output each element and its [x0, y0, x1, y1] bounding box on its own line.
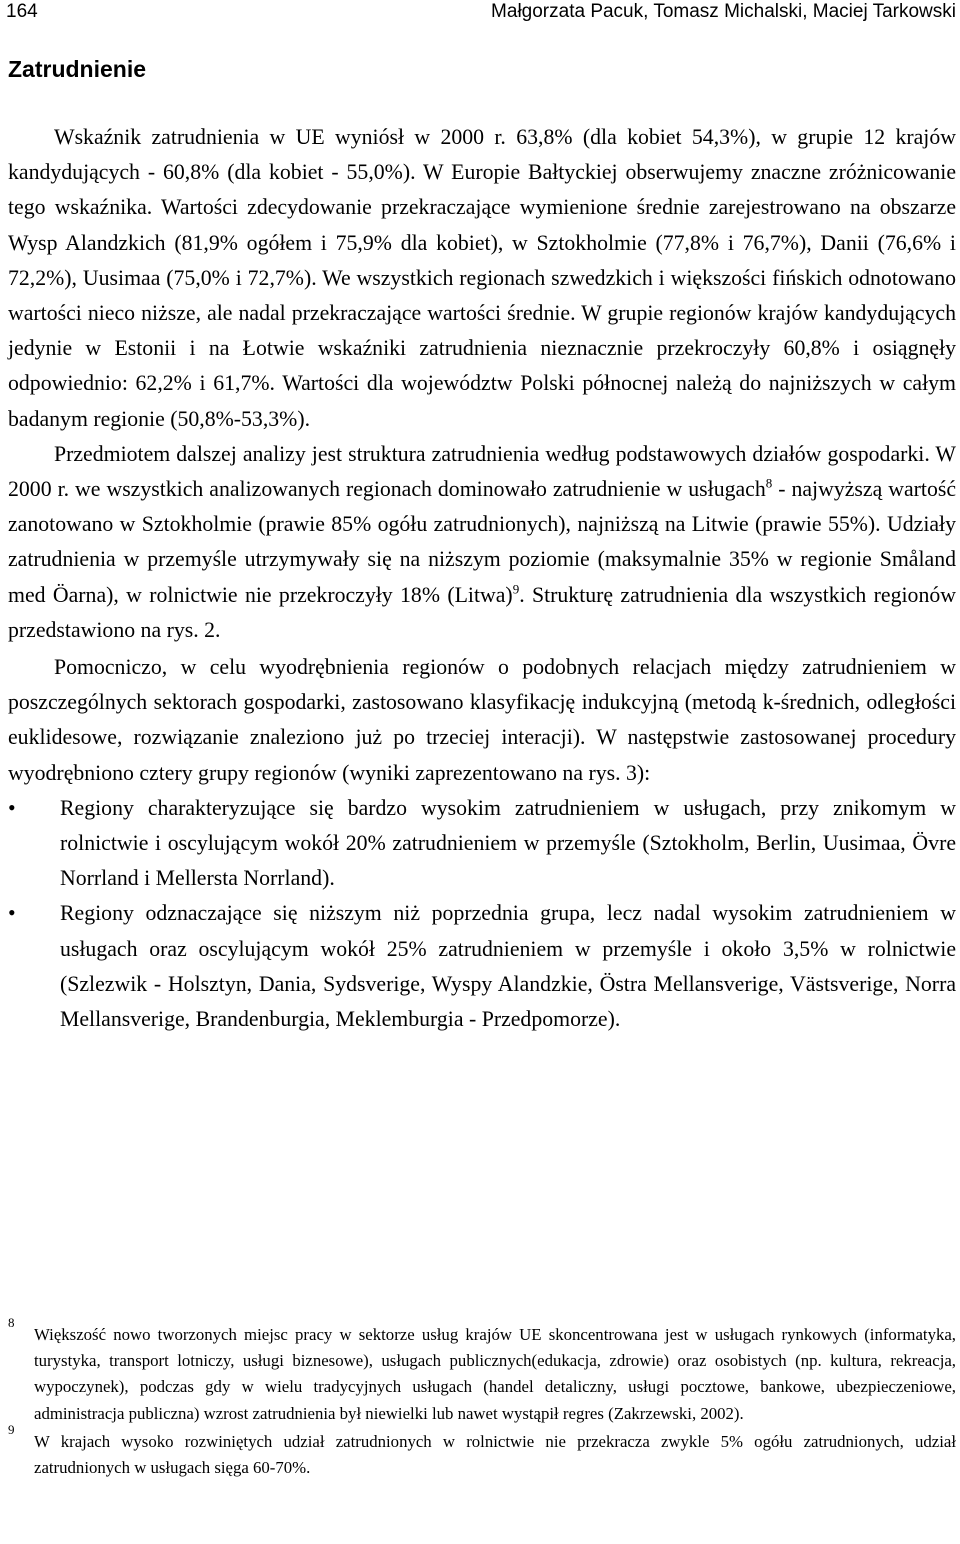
paragraph-classification: Pomocniczo, w celu wyodrębnienia regionów o podobnych relacjach między zatrudnieniem w poszczególnych sektorach gospodarki, zastosowano klasyfikację indukcyjną (metodą k-średnich, odległości euklidesowe, rozwiązanie znaleziono już po trzeciej interacji). W następstwie zastosowanej procedury wyodrębniono cztery grupy regionów (wyniki zaprezentowano na rys. 3):	[8, 655, 956, 785]
footnote-9	[8, 1421, 956, 1481]
footnote-number: 8	[8, 1315, 15, 1330]
region-groups-list	[8, 791, 956, 1037]
footnote-text: W krajach wysoko rozwiniętych udział zatrudnionych w rolnictwie nie przekracza zwykle 5% ogółu zatrudnionych, udział zatrudnionych w usługach sięga 60-70%.	[34, 1431, 956, 1478]
paragraph-employment-structure	[8, 437, 956, 648]
running-head-authors: Małgorzata Pacuk, Tomasz Michalski, Maciej Tarkowski	[491, 1, 956, 22]
paragraph-employment-rate: Wskaźnik zatrudnienia w UE wyniósł w 2000 r. 63,8% (dla kobiet 54,3%), w grupie 12 krajów kandydujących - 60,8% (dla kobiet - 55,0%). W Europie Bałtyckiej obserwujemy znaczne zróżnicowanie tego wskaźnika. Wartości zdecydowanie przekraczające wymienione średnie zarejestrowano na obszarze Wysp Alandzkich (81,9% ogółem i 75,9% dla kobiet), w Sztokholmie (77,8% i 76,7%), Danii (76,6% i 72,2%), Uusimaa (75,0% i 72,7%). We wszystkich regionach szwedzkich i większości fińskich odnotowano wartości nieco niższe, ale nadal przekraczające wartości średnie. W grupie regionów krajów kandydujących jedynie w Estonii i na Łotwie wskaźniki zatrudnienia nieznacznie przekroczyły 60,8% i osiągnęły odpowiednio: 62,2% i 61,7%. Wartości dla województw Polski północnej należą do najniższych w całym badanym regionie (50,8%-53,3%).	[8, 125, 956, 431]
page-number: 164	[6, 1, 38, 22]
bullet-icon: •	[8, 795, 16, 820]
list-item	[8, 896, 956, 1037]
paragraph-text: . Strukturę zatrudnienia dla wszystkich regionów przedstawiono na rys. 2.	[8, 582, 956, 642]
section-title: Zatrudnienie	[8, 56, 147, 82]
footnote-text: Większość nowo tworzonych miejsc pracy w sektorze usług krajów UE skoncentrowana jest w usługach rynkowych (informatyka, turystyka, transport lotniczy, usługi biznesowe), usługach publicznych(edukacja, zdrowie) oraz osobistych (np. kultura, rekreacja, wypoczynek), podczas gdy w wielu tradycyjnych usługach (handel detaliczny, usługi pocztowe, bankowe, ubezpieczeniowe, administracja publiczna) wzrost zatrudnienia był niewielki lub nawet wystąpił regres (Zakrzewski, 2002).	[34, 1325, 956, 1423]
footnotes	[8, 1315, 956, 1481]
footnote-ref-8[interactable]: 8	[765, 475, 773, 491]
list-item	[8, 791, 956, 897]
page-header	[0, 0, 960, 34]
bullet-icon: •	[8, 901, 16, 926]
footnote-ref-9[interactable]: 9	[512, 581, 520, 597]
list-item-text: Regiony charakteryzujące się bardzo wysokim zatrudnieniem w usługach, przy znikomym w rolnictwie i oscylującym wokół 20% zatrudnieniem w przemyśle (Sztokholm, Berlin, Uusimaa, Övre Norrland i Mellersta Norrland).	[60, 795, 956, 891]
main-text	[8, 120, 956, 1037]
paragraph-text: Przedmiotem dalszej analizy jest struktura zatrudnienia według podstawowych działów gospodarki. W 2000 r. we wszystkich analizowanych regionach dominowało zatrudnienie w usługach	[8, 441, 956, 502]
footnote-8	[8, 1315, 956, 1427]
footnote-number: 9	[8, 1421, 15, 1437]
list-item-text: Regiony odznaczające się niższym niż poprzednia grupa, lecz nadal wysokim zatrudnieniem w usługach oraz oscylującym wokół 25% zatrudnieniem w przemyśle i około 3,5% w rolnictwie (Szlezwik - Holsztyn, Dania, Sydsverige, Wyspy Alandzkie, Östra Mellansverige, Västsverige, Norra Mellansverige, Brandenburgia, Meklemburgia - Przedpomorze).	[60, 901, 956, 1032]
paragraph-text: - najwyższą wartość zanotowano w Sztokholmie (prawie 85% ogółu zatrudnionych), najniższą na Litwie (prawie 55%). Udziały zatrudnienia w przemyśle utrzymywały się na niższym poziomie (maksymalnie 35% w regionie Småland med Öarna), w rolnictwie nie przekroczyły 18% (Litwa)	[8, 477, 957, 607]
